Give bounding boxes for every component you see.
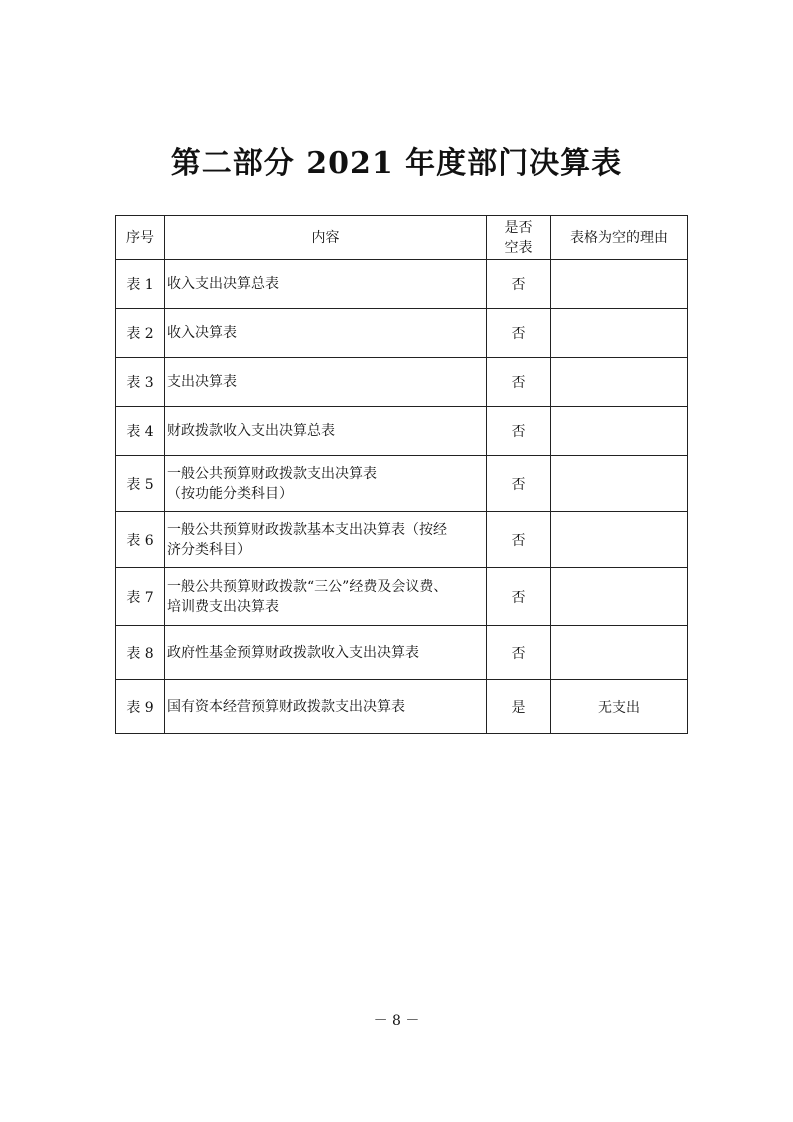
row-index: 表 2: [116, 309, 165, 358]
row-content: [165, 456, 487, 512]
header-index: 序号: [116, 216, 165, 260]
row-content: 政府性基金预算财政拨款收入支出决算表: [165, 626, 487, 680]
row-is-empty: 否: [487, 358, 551, 407]
row-reason: [551, 626, 688, 680]
row-content: [165, 568, 487, 626]
row-index: 表 4: [116, 407, 165, 456]
table-row: [116, 680, 688, 734]
table-row: [116, 407, 688, 456]
row-content-line1: 一般公共预算财政拨款支出决算表: [167, 465, 377, 482]
table-row: [116, 512, 688, 568]
row-reason: [551, 568, 688, 626]
table-row: [116, 309, 688, 358]
row-content: 收入决算表: [165, 309, 487, 358]
row-content-line1: 一般公共预算财政拨款“三公”经费及会议费、: [167, 578, 448, 595]
row-content: 国有资本经营预算财政拨款支出决算表: [165, 680, 487, 734]
row-index: 表 6: [116, 512, 165, 568]
header-is-empty-line1: 是否: [504, 219, 533, 236]
row-index: 表 5: [116, 456, 165, 512]
table-row: [116, 568, 688, 626]
row-content: [165, 512, 487, 568]
row-index: 表 8: [116, 626, 165, 680]
row-reason: [551, 309, 688, 358]
row-is-empty: 否: [487, 626, 551, 680]
table-row: [116, 626, 688, 680]
row-content: 支出决算表: [165, 358, 487, 407]
row-reason: [551, 260, 688, 309]
row-reason: [551, 512, 688, 568]
row-is-empty: 否: [487, 512, 551, 568]
table-row: [116, 456, 688, 512]
row-index: 表 9: [116, 680, 165, 734]
row-reason: [551, 456, 688, 512]
row-is-empty: 否: [487, 309, 551, 358]
row-content-line2: （按功能分类科目）: [167, 485, 293, 502]
row-content: 收入支出决算总表: [165, 260, 487, 309]
page-number: － 8 －: [373, 1013, 420, 1029]
row-is-empty: 否: [487, 456, 551, 512]
header-is-empty: [487, 216, 551, 260]
row-content-line1: 一般公共预算财政拨款基本支出决算表（按经: [167, 521, 447, 538]
row-content-line2: 培训费支出决算表: [167, 598, 279, 615]
table-header-row: [116, 216, 688, 260]
row-index: 表 3: [116, 358, 165, 407]
row-is-empty: 是: [487, 680, 551, 734]
row-reason: 无支出: [551, 680, 688, 734]
header-is-empty-line2: 空表: [504, 239, 533, 256]
report-table: [115, 215, 688, 734]
row-is-empty: 否: [487, 407, 551, 456]
table-row: [116, 260, 688, 309]
page-title: 第二部分 2021 年度部门决算表: [170, 146, 623, 181]
header-reason: 表格为空的理由: [551, 216, 688, 260]
row-index: 表 7: [116, 568, 165, 626]
table-row: [116, 358, 688, 407]
row-index: 表 1: [116, 260, 165, 309]
row-content-line2: 济分类科目）: [167, 541, 251, 558]
row-reason: [551, 358, 688, 407]
row-is-empty: 否: [487, 260, 551, 309]
row-reason: [551, 407, 688, 456]
row-content: 财政拨款收入支出决算总表: [165, 407, 487, 456]
header-content: 内容: [165, 216, 487, 260]
row-is-empty: 否: [487, 568, 551, 626]
